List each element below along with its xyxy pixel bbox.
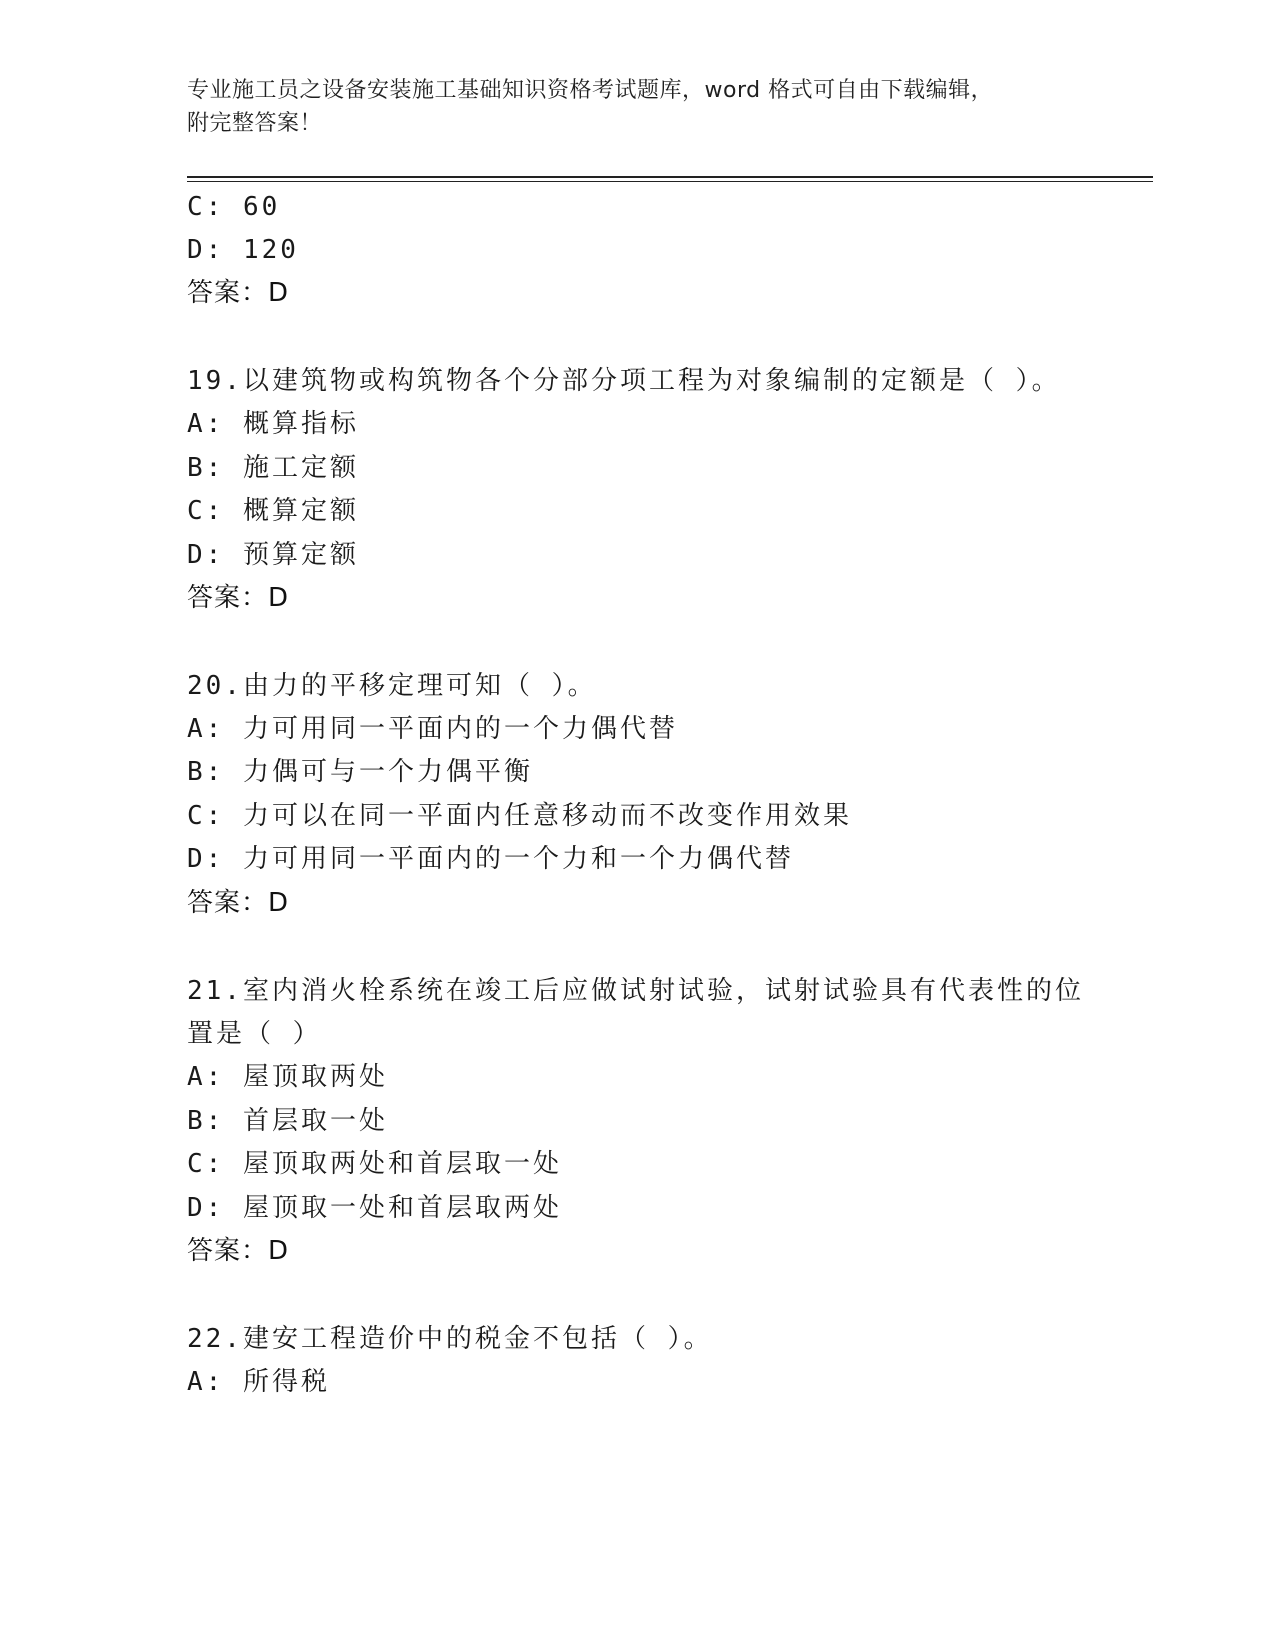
question-20-option-a: A: 力可用同一平面内的一个力偶代替 bbox=[187, 714, 678, 744]
question-21-option-d: D: 屋顶取一处和首层取两处 bbox=[187, 1193, 562, 1223]
header-line-1: 专业施工员之设备安装施工基础知识资格考试题库，word 格式可自由下载编辑， bbox=[187, 78, 994, 103]
question-19-option-d: D: 预算定额 bbox=[187, 540, 359, 570]
question-21-option-b: B: 首层取一处 bbox=[187, 1106, 388, 1136]
question-19-option-c: C: 概算定额 bbox=[187, 496, 359, 526]
question-20-answer: 答案：D bbox=[187, 888, 290, 918]
question-20-stem: 20.由力的平移定理可知（ ）。 bbox=[187, 671, 597, 701]
question-21-stem-line-2: 置是（ ） bbox=[187, 1019, 322, 1049]
header-line-2: 附完整答案！ bbox=[187, 111, 323, 136]
question-21-option-a: A: 屋顶取两处 bbox=[187, 1062, 388, 1092]
question-19-answer: 答案：D bbox=[187, 583, 290, 613]
question-20-option-d: D: 力可用同一平面内的一个力和一个力偶代替 bbox=[187, 844, 794, 874]
header-divider-thin bbox=[187, 181, 1153, 182]
question-21-option-c: C: 屋顶取两处和首层取一处 bbox=[187, 1149, 562, 1179]
question-21-answer: 答案：D bbox=[187, 1236, 290, 1266]
header-divider-thick bbox=[187, 176, 1153, 178]
question-20-option-c: C: 力可以在同一平面内任意移动而不改变作用效果 bbox=[187, 801, 852, 831]
question-20-option-b: B: 力偶可与一个力偶平衡 bbox=[187, 757, 533, 787]
answer-line: 答案：D bbox=[187, 278, 290, 308]
question-19-option-b: B: 施工定额 bbox=[187, 453, 359, 483]
document-header bbox=[187, 74, 1087, 140]
question-19-stem: 19.以建筑物或构筑物各个分部分项工程为对象编制的定额是（ ）。 bbox=[187, 366, 1061, 396]
option-c: C: 60 bbox=[187, 192, 281, 222]
question-22-option-a: A: 所得税 bbox=[187, 1367, 330, 1397]
option-d: D: 120 bbox=[187, 235, 299, 265]
question-21-stem-line-1: 21.室内消火栓系统在竣工后应做试射试验，试射试验具有代表性的位 bbox=[187, 976, 1084, 1006]
question-19-option-a: A: 概算指标 bbox=[187, 409, 359, 439]
question-22-stem: 22.建安工程造价中的税金不包括（ ）。 bbox=[187, 1324, 713, 1354]
